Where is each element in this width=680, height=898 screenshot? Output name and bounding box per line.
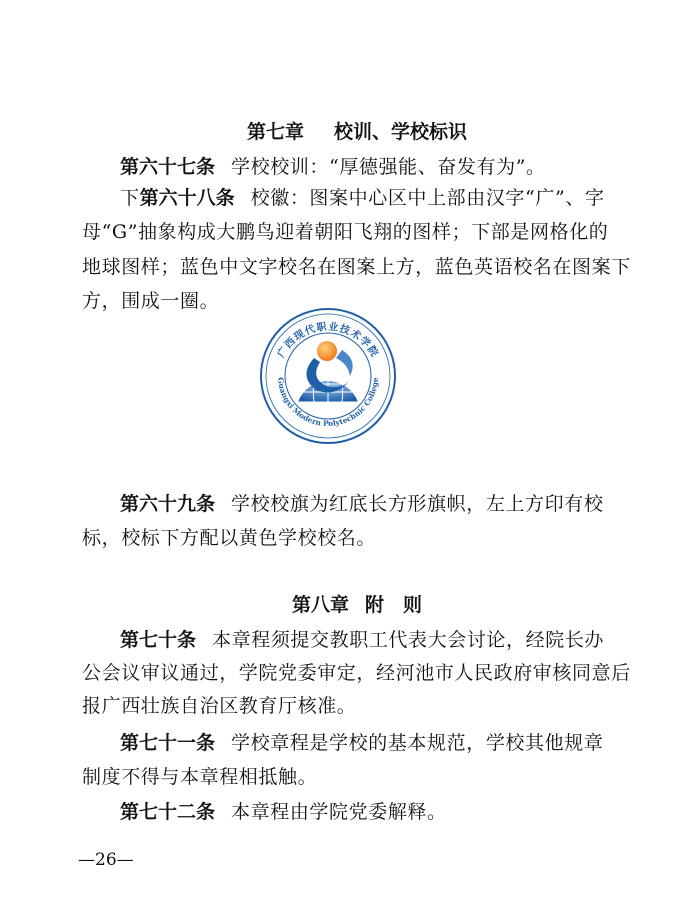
chapter-7-heading	[247, 117, 467, 144]
article-68-line-4: 方，围成一圈。	[82, 290, 220, 312]
chapter-7-number: 第七章	[247, 121, 305, 143]
emblem-top-text: 广西现代职业技术学院	[275, 321, 381, 360]
article-69-line-1	[120, 489, 603, 516]
chapter-7-title: 校训、学校标识	[334, 121, 468, 143]
school-emblem-icon	[258, 306, 398, 446]
page-number: —26—	[78, 850, 134, 870]
article-68-prefix: 下	[120, 187, 140, 209]
article-72-text: 本章程由学院党委解释。	[231, 801, 447, 823]
chapter-8-title: 附 则	[365, 594, 423, 616]
chapter-8-number: 第八章	[292, 594, 350, 616]
article-70-line-1	[120, 625, 604, 652]
article-67-text: 学校校训：“厚德强能、奋发有为”。	[231, 156, 546, 178]
article-70-text-1: 本章程须提交教职工代表大会讨论，经院长办	[212, 629, 605, 651]
article-69-text-1: 学校校旗为红底长方形旗帜，左上方印有校	[231, 493, 604, 515]
article-71-line-2: 制度不得与本章程相抵触。	[82, 766, 318, 788]
article-68-text-1: 校徽：图案中心区中上部由汉字“广”、字	[250, 187, 605, 209]
article-71-line-1	[120, 728, 603, 755]
article-68-line-1	[120, 183, 604, 210]
article-69-label: 第六十九条	[120, 493, 216, 515]
article-67	[120, 152, 546, 179]
emblem-bottom-text: Guangxi Modern Polytechnic College	[275, 376, 381, 429]
article-68-line-3: 地球图样；蓝色中文字校名在图案上方，蓝色英语校名在图案下	[82, 256, 631, 278]
article-71-label: 第七十一条	[120, 732, 216, 754]
article-69-line-2: 标，校标下方配以黄色学校校名。	[82, 527, 377, 549]
article-67-label: 第六十七条	[120, 156, 216, 178]
article-70-label: 第七十条	[120, 629, 197, 651]
article-70-line-2: 公会议审议通过，学院党委审定，经河池市人民政府审核同意后	[82, 662, 631, 684]
article-70-line-3: 报广西壮族自治区教育厅核准。	[82, 695, 357, 717]
article-68-label: 第六十八条	[139, 187, 235, 209]
article-68-line-2: 母“G”抽象构成大鹏鸟迎着朝阳飞翔的图样；下部是网格化的	[82, 221, 609, 243]
article-72	[120, 797, 447, 824]
article-72-label: 第七十二条	[120, 801, 216, 823]
chapter-8-heading	[292, 590, 422, 617]
article-71-text-1: 学校章程是学校的基本规范，学校其他规章	[231, 732, 604, 754]
